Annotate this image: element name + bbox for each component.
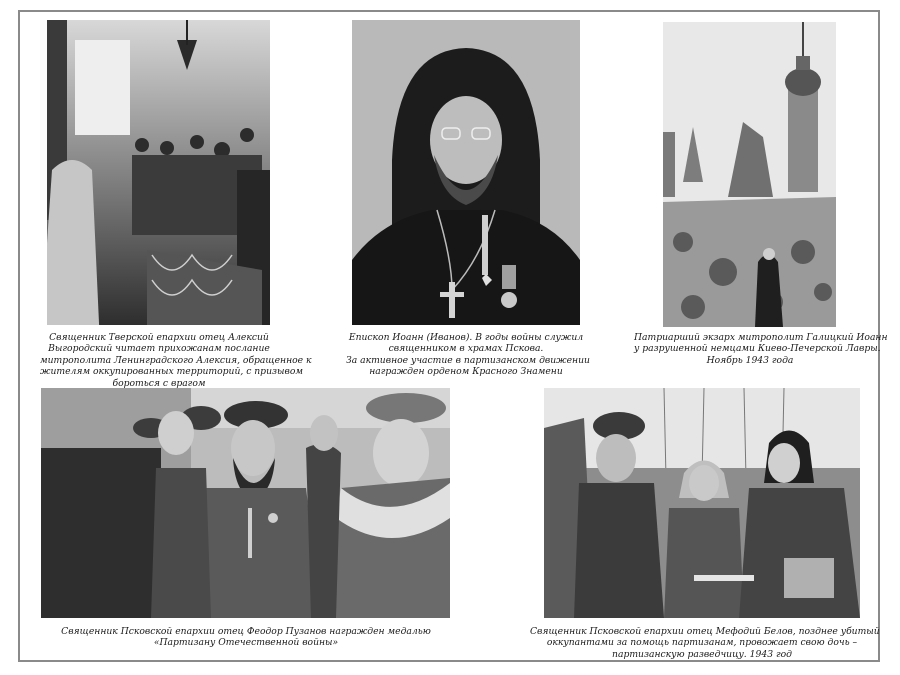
caption-line: митрополита Ленинградского Алексия, обращенное к — [40, 354, 312, 366]
caption-line: бороться с врагом — [112, 377, 206, 389]
caption-line: Ноябрь 1943 года — [706, 354, 794, 366]
caption-line: награжден орденом Красного Знамени — [369, 366, 563, 378]
photo-church-reading — [47, 20, 270, 325]
caption-line: Священник Тверской епархии отец Алексий — [49, 332, 269, 343]
photo-bishop-portrait — [352, 20, 580, 325]
caption-line: жителям оккупированных территорий, с призывом — [40, 366, 303, 378]
caption-church-reading — [40, 332, 312, 389]
caption-partisan-lineup — [50, 626, 442, 649]
caption-bishop-portrait — [346, 332, 590, 378]
caption-line: За активное участие в партизанском движении — [346, 354, 590, 366]
caption-line: священником в храмах Пскова. — [388, 343, 544, 355]
caption-partisan-farewell — [530, 626, 880, 660]
photo-partisan-lineup — [41, 388, 450, 618]
caption-line: Епископ Иоанн (Иванов). В годы войны служил — [348, 332, 584, 343]
caption-line: у разрушенной немцами Киево-Печерской Лавры. — [634, 343, 881, 355]
caption-line: Священник Псковской епархии отец Мефодий Белов, позднее убитый — [530, 626, 880, 637]
caption-ruined-lavra — [634, 332, 888, 366]
caption-line: Патриарший экзарх митрополит Галицкий Иоанн — [634, 332, 888, 343]
photo-partisan-farewell — [544, 388, 860, 618]
caption-line: Выгородский читает прихожанам послание — [48, 343, 270, 355]
caption-line: партизанскую разведчицу. 1943 год — [612, 648, 792, 660]
caption-line: «Партизану Отечественной войны» — [153, 637, 339, 649]
caption-line: оккупантами за помощь партизанам, провожает свою дочь – — [546, 637, 858, 649]
photo-ruined-lavra — [663, 22, 836, 327]
caption-line: Священник Псковской епархии отец Феодор Пузанов награжден медалью — [61, 626, 431, 637]
